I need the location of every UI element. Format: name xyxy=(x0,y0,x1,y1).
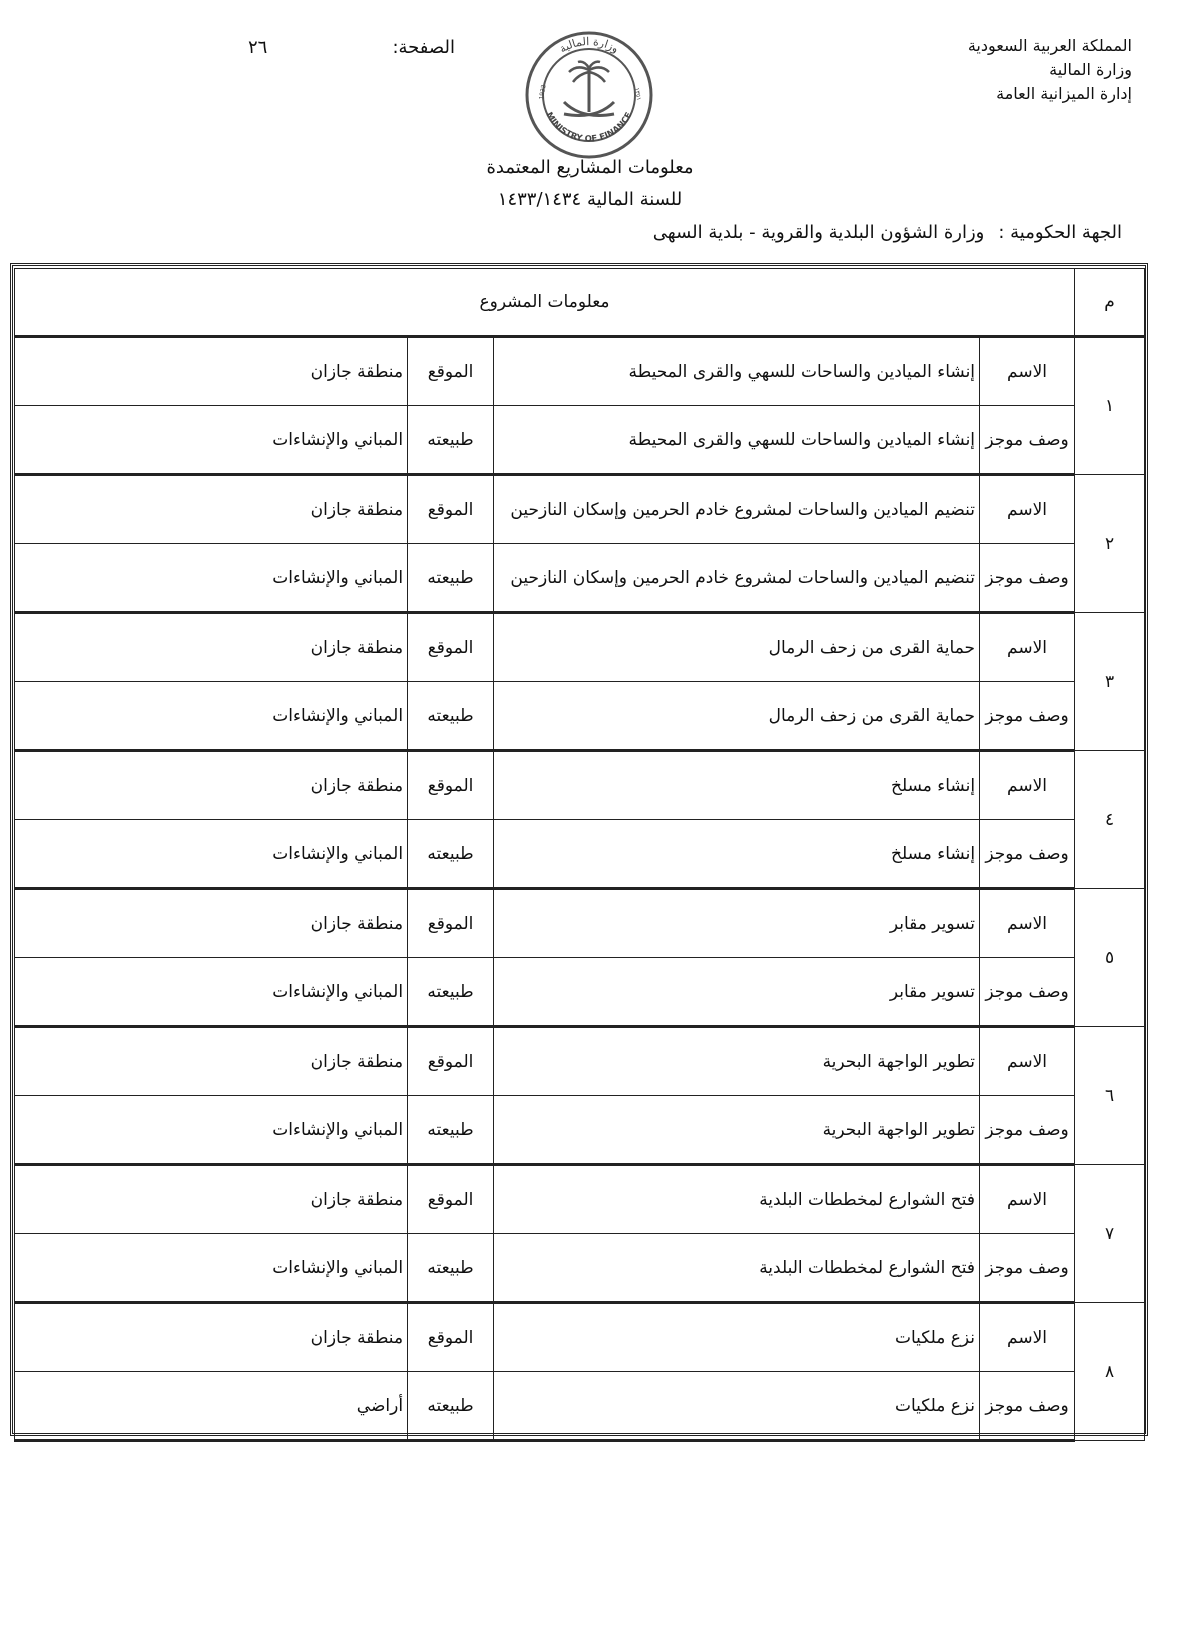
table-row xyxy=(15,1234,1145,1303)
project-description: إنشاء مسلخ xyxy=(494,820,980,889)
seal-text-top: وزارة المالية xyxy=(557,34,621,56)
project-description: تنضيم الميادين والساحات لمشروع خادم الحرمين وإسكان النازحين xyxy=(494,544,980,613)
table-row xyxy=(15,1372,1145,1441)
nature-label: طبيعته xyxy=(408,682,494,751)
location-label: الموقع xyxy=(408,475,494,544)
project-description: تسوير مقابر xyxy=(494,958,980,1027)
page-label: الصفحة: xyxy=(392,37,455,58)
nature-label: طبيعته xyxy=(408,958,494,1027)
project-location: منطقة جازان xyxy=(15,475,408,544)
table-row xyxy=(15,1303,1145,1372)
nature-label: طبيعته xyxy=(408,820,494,889)
desc-label: وصف موجز xyxy=(980,1096,1075,1165)
name-label: الاسم xyxy=(980,613,1075,682)
project-description: تطوير الواجهة البحرية xyxy=(494,1096,980,1165)
ministry-header xyxy=(968,34,1132,106)
project-nature: أراضي xyxy=(15,1372,408,1441)
table-row xyxy=(15,337,1145,406)
project-number: ٣ xyxy=(1075,613,1145,751)
project-location: منطقة جازان xyxy=(15,613,408,682)
project-number: ٥ xyxy=(1075,889,1145,1027)
name-label: الاسم xyxy=(980,337,1075,406)
location-label: الموقع xyxy=(408,889,494,958)
project-nature: المباني والإنشاءات xyxy=(15,958,408,1027)
project-description: إنشاء الميادين والساحات للسهي والقرى المحيطة xyxy=(494,406,980,475)
desc-label: وصف موجز xyxy=(980,544,1075,613)
location-label: الموقع xyxy=(408,1165,494,1234)
project-nature: المباني والإنشاءات xyxy=(15,820,408,889)
table-row xyxy=(15,1027,1145,1096)
location-label: الموقع xyxy=(408,1027,494,1096)
project-number: ٨ xyxy=(1075,1303,1145,1441)
project-number: ٦ xyxy=(1075,1027,1145,1165)
name-label: الاسم xyxy=(980,751,1075,820)
project-description: فتح الشوارع لمخططات البلدية xyxy=(494,1234,980,1303)
project-number: ٢ xyxy=(1075,475,1145,613)
project-location: منطقة جازان xyxy=(15,337,408,406)
col-header-num: م xyxy=(1075,269,1145,337)
name-label: الاسم xyxy=(980,1303,1075,1372)
project-location: منطقة جازان xyxy=(15,1303,408,1372)
name-label: الاسم xyxy=(980,889,1075,958)
project-nature: المباني والإنشاءات xyxy=(15,406,408,475)
project-name: فتح الشوارع لمخططات البلدية xyxy=(494,1165,980,1234)
government-entity-value: وزارة الشؤون البلدية والقروية - بلدية السهى xyxy=(652,222,985,243)
desc-label: وصف موجز xyxy=(980,406,1075,475)
project-name: نزع ملكيات xyxy=(494,1303,980,1372)
location-label: الموقع xyxy=(408,751,494,820)
project-nature: المباني والإنشاءات xyxy=(15,1234,408,1303)
nature-label: طبيعته xyxy=(408,1372,494,1441)
nature-label: طبيعته xyxy=(408,1096,494,1165)
ministry-name: وزارة المالية xyxy=(1049,60,1132,79)
name-label: الاسم xyxy=(980,475,1075,544)
table-row xyxy=(15,475,1145,544)
page-number: ٢٦ xyxy=(248,37,268,58)
col-header-info: معلومات المشروع xyxy=(15,269,1075,337)
project-location: منطقة جازان xyxy=(15,889,408,958)
project-nature: المباني والإنشاءات xyxy=(15,544,408,613)
project-location: منطقة جازان xyxy=(15,1027,408,1096)
project-number: ١ xyxy=(1075,337,1145,475)
table-row xyxy=(15,820,1145,889)
location-label: الموقع xyxy=(408,613,494,682)
project-description: حماية القرى من زحف الرمال xyxy=(494,682,980,751)
seal-year-left: 1932 xyxy=(538,84,548,101)
desc-label: وصف موجز xyxy=(980,820,1075,889)
table-row xyxy=(15,544,1145,613)
projects-table xyxy=(14,268,1145,1442)
project-name: حماية القرى من زحف الرمال xyxy=(494,613,980,682)
name-label: الاسم xyxy=(980,1165,1075,1234)
location-label: الموقع xyxy=(408,337,494,406)
table-row xyxy=(15,1165,1145,1234)
table-row xyxy=(15,613,1145,682)
project-nature: المباني والإنشاءات xyxy=(15,1096,408,1165)
government-entity xyxy=(639,222,1122,243)
desc-label: وصف موجز xyxy=(980,1234,1075,1303)
table-row xyxy=(15,682,1145,751)
name-label: الاسم xyxy=(980,1027,1075,1096)
project-name: تسوير مقابر xyxy=(494,889,980,958)
seal-year-right: ١٣٥١ xyxy=(633,87,643,102)
kingdom-name: المملكة العربية السعودية xyxy=(967,36,1132,55)
project-location: منطقة جازان xyxy=(15,751,408,820)
table-row xyxy=(15,889,1145,958)
government-entity-label: الجهة الحكومية : xyxy=(998,222,1122,243)
project-location: منطقة جازان xyxy=(15,1165,408,1234)
project-name: إنشاء الميادين والساحات للسهي والقرى المحيطة xyxy=(494,337,980,406)
document-title: معلومات المشاريع المعتمدة xyxy=(486,157,694,178)
department-name: إدارة الميزانية العامة xyxy=(996,84,1132,103)
table-header-row xyxy=(15,269,1145,337)
ministry-seal-icon xyxy=(522,28,656,162)
document-subtitle: للسنة المالية ١٤٣٣/١٤٣٤ xyxy=(497,189,683,210)
desc-label: وصف موجز xyxy=(980,1372,1075,1441)
table-row xyxy=(15,751,1145,820)
table-row xyxy=(15,1096,1145,1165)
project-name: تطوير الواجهة البحرية xyxy=(494,1027,980,1096)
nature-label: طبيعته xyxy=(408,544,494,613)
project-name: إنشاء مسلخ xyxy=(494,751,980,820)
projects-body xyxy=(15,337,1145,1441)
location-label: الموقع xyxy=(408,1303,494,1372)
table-row xyxy=(15,958,1145,1027)
project-number: ٤ xyxy=(1075,751,1145,889)
seal-text-bottom: MINISTRY OF FINANCE xyxy=(543,110,635,145)
table-row xyxy=(15,406,1145,475)
nature-label: طبيعته xyxy=(408,406,494,475)
project-description: نزع ملكيات xyxy=(494,1372,980,1441)
desc-label: وصف موجز xyxy=(980,682,1075,751)
desc-label: وصف موجز xyxy=(980,958,1075,1027)
project-name: تنضيم الميادين والساحات لمشروع خادم الحرمين وإسكان النازحين xyxy=(494,475,980,544)
project-nature: المباني والإنشاءات xyxy=(15,682,408,751)
project-number: ٧ xyxy=(1075,1165,1145,1303)
nature-label: طبيعته xyxy=(408,1234,494,1303)
